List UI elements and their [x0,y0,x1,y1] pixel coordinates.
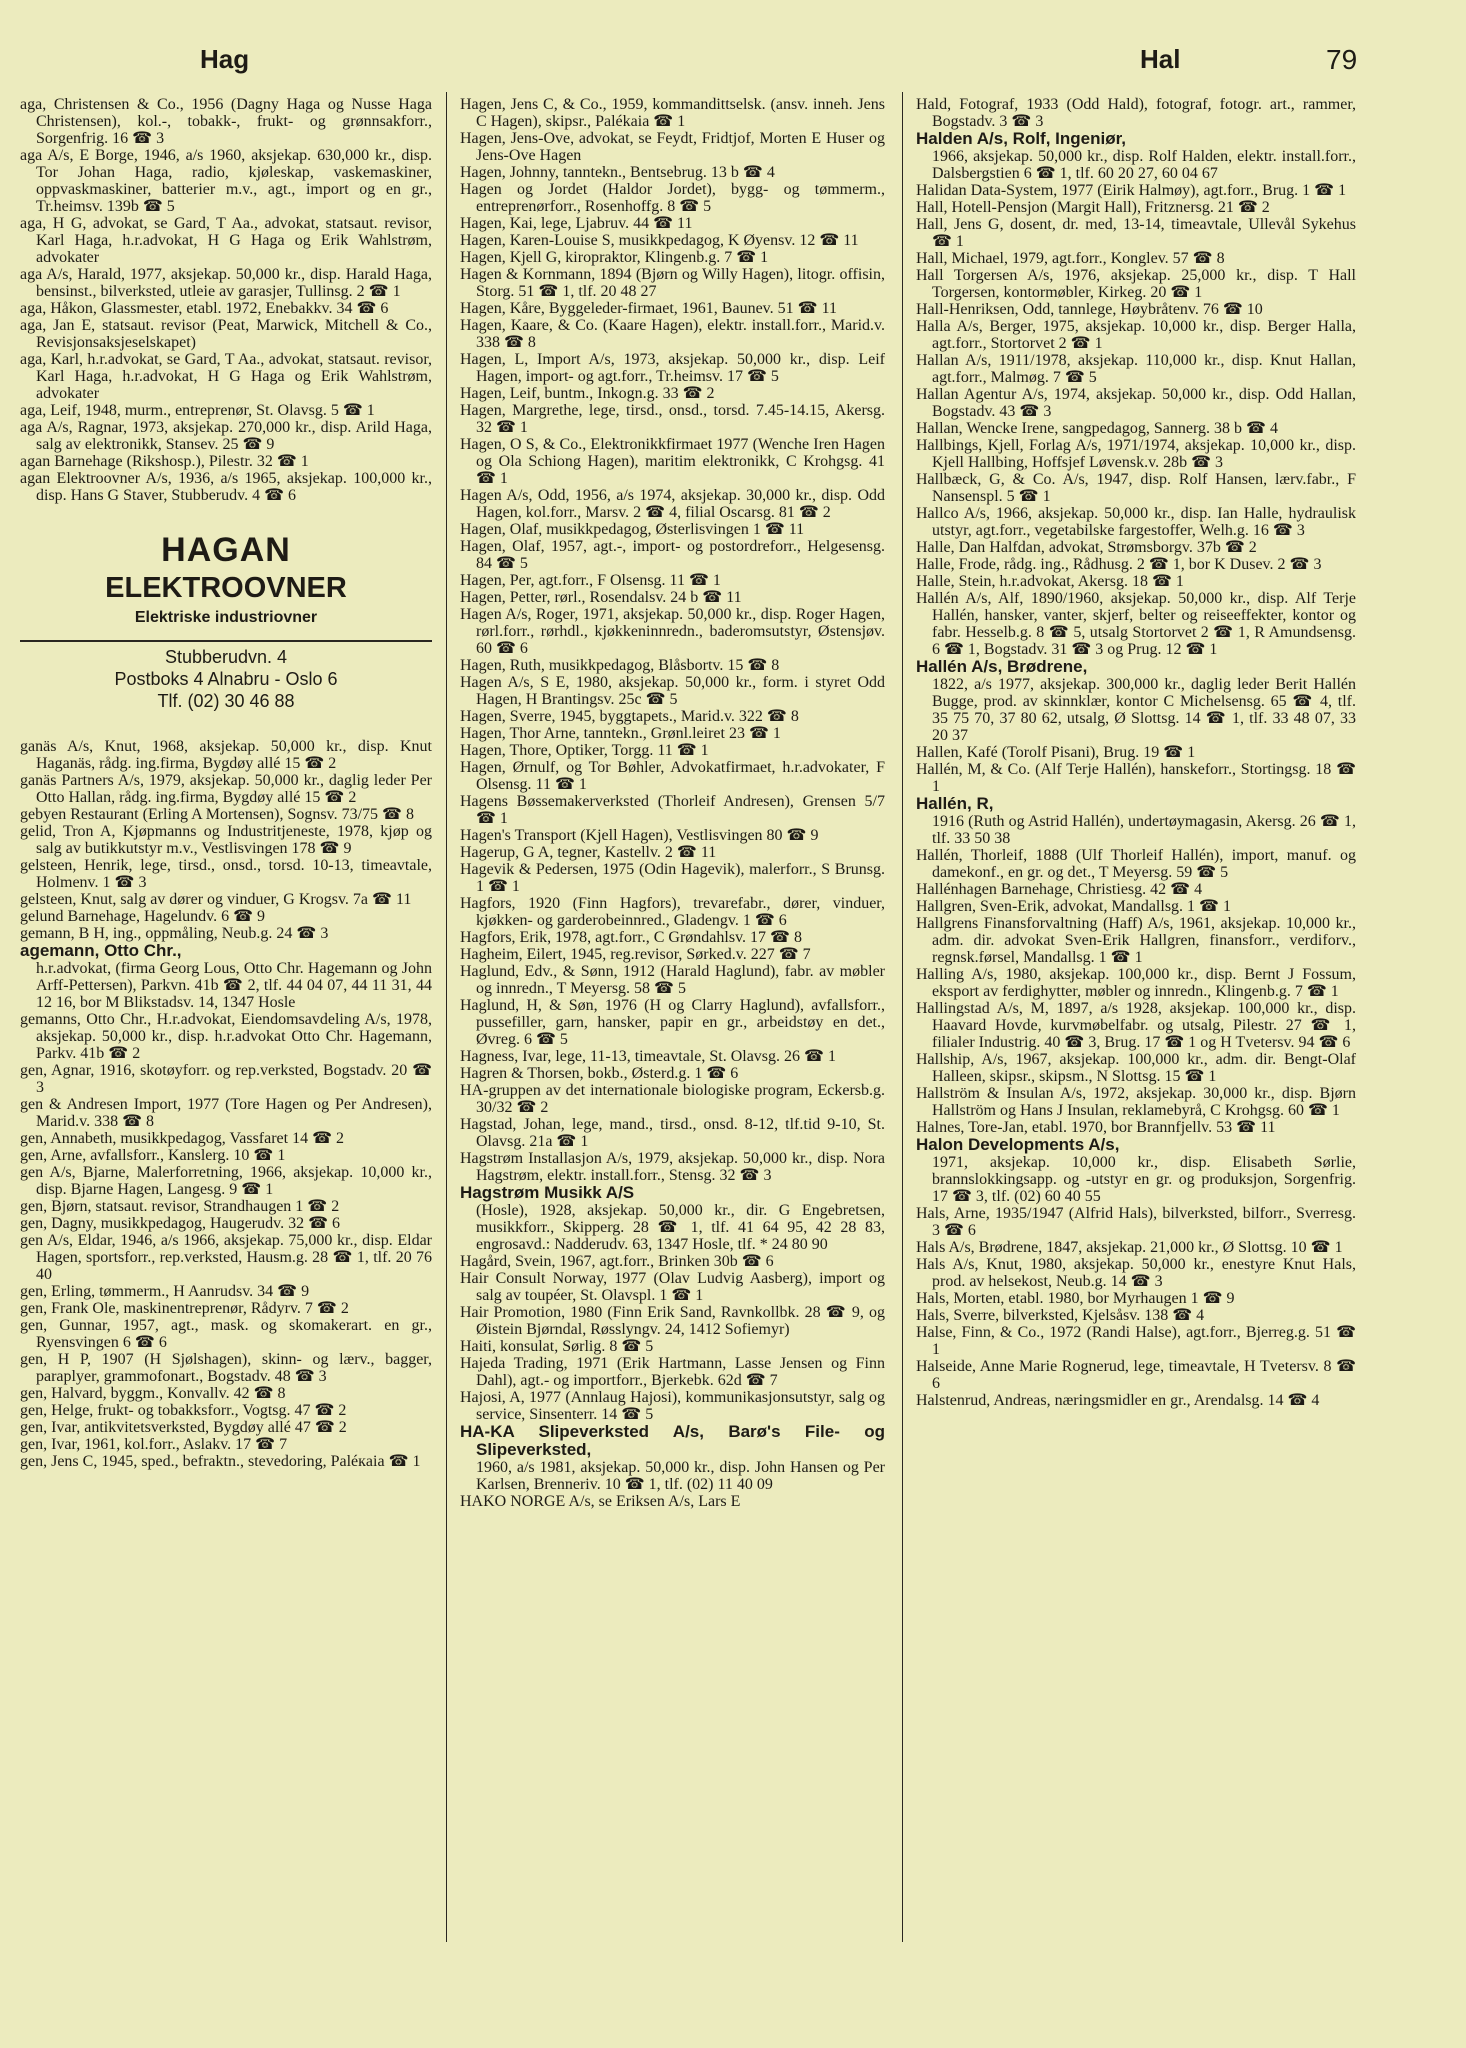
directory-entry: Hagen, Petter, rørl., Rosendalsv. 24 b ☎ 11 [460,589,742,606]
directory-entry: Hagerup, G A, tegner, Kastellv. 2 ☎ 11 [460,844,717,861]
directory-entry: gen, Agnar, 1916, skotøyforr. og rep.verksted, Bogstadv. 20 ☎ 3 [20,1062,432,1096]
directory-entry: gen, Bjørn, statsaut. revisor, Strandhaugen 1 ☎ 2 [20,1198,340,1215]
directory-entry: ganäs A/s, Knut, 1968, aksjekap. 50,000 kr., disp. Knut Haganäs, rådg. ing.firma, Bygdøy allé 15 ☎ 2 [20,738,432,772]
entry-heading: Hallén A/s, Brødrene, [916,657,1088,676]
directory-entry: Hallgren, Sven-Erik, advokat, Mandallsg. 1 ☎ 1 [916,898,1231,915]
directory-entry: Hagen, Margrethe, lege, tirsd., onsd., torsd. 7.45-14.15, Akersg. 32 ☎ 1 [460,402,885,436]
directory-entry: Haglund, H, & Søn, 1976 (H og Clarry Haglund), avfallsforr., pussefiller, garn, hansker, papir en gr., arbeidstøy en det., Øvreg. 6 ☎ 5 [460,997,885,1048]
column-middle [460,96,885,1510]
directory-entry: Halle, Dan Halfdan, advokat, Strømsborgv. 37b ☎ 2 [916,539,1257,556]
directory-entry: gen, Jens C, 1945, sped., befraktn., stevedoring, Paléкaia ☎ 1 [20,1453,421,1470]
directory-entry: Hall, Hotell-Pensjon (Margit Hall), Fritznersg. 21 ☎ 2 [916,199,1270,216]
directory-entry: gen A/s, Bjarne, Malerforretning, 1966, aksjekap. 10,000 kr., disp. Bjarne Hagen, Langesg. 9 ☎ 1 [20,1164,432,1198]
directory-entry: Hagevik & Pedersen, 1975 (Odin Hagevik), malerforr., S Brunsg. 1 ☎ 1 [460,861,885,895]
directory-entry: Hagheim, Eilert, 1945, reg.revisor, Sørked.v. 227 ☎ 7 [460,946,811,963]
running-head-left: Hag [200,44,250,74]
directory-entry: gelund Barnehage, Hagelundv. 6 ☎ 9 [20,908,266,925]
directory-entry: gen & Andresen Import, 1977 (Tore Hagen og Per Andresen), Marid.v. 338 ☎ 8 [20,1096,432,1130]
directory-entry: aga, Jan E, statsaut. revisor (Peat, Marwick, Mitchell & Co., Revisjonsaksjeselskapet) [20,317,432,351]
directory-entry-bold [916,130,1356,182]
directory-entry: Haglund, Edv., & Sønn, 1912 (Harald Haglund), fabr. av møbler og innredn., T Meyersg. 58 ☎ 5 [460,963,885,997]
entry-heading: Halon Developments A/s, [916,1135,1120,1154]
entry-body: 1971, aksjekap. 10,000 kr., disp. Elisabeth Sørlie, brannslokkingsapp. og -utstyr en gr. og produksjon, Sorgenfrig. 17 ☎ 3, tlf. (02) 60 40 55 [932,1154,1356,1205]
directory-entry: Hallen, Kafé (Torolf Pisani), Brug. 19 ☎ 1 [916,744,1196,761]
directory-entry: Hagen, Olaf, 1957, agt.-, import- og postordreforr., Helgesensg. 84 ☎ 5 [460,538,885,572]
directory-entry: Hallan A/s, 1911/1978, aksjekap. 110,000 kr., disp. Knut Hallan, agt.forr., Malmøg. 7 ☎ 5 [916,352,1356,386]
directory-entry: Hallén, Thorleif, 1888 (Ulf Thorleif Hallén), import, manuf. og damekonf., en gr. og det., T Meyersg. 59 ☎ 5 [916,847,1356,881]
directory-entry: Hagen, Sverre, 1945, byggtapets., Marid.v. 322 ☎ 8 [460,708,799,725]
directory-entry: Hallbings, Kjell, Forlag A/s, 1971/1974, aksjekap. 10,000 kr., disp. Kjell Hallbing, Hoffsjef Løvensk.v. 28b ☎ 3 [916,437,1356,471]
directory-entry: Hagstad, Johan, lege, mand., tirsd., onsd. 8-12, tlf.tid 9-10, St. Olavsg. 21a ☎ 1 [460,1116,885,1150]
directory-entry: Hallén, M, & Co. (Alf Terje Hallén), hanskeforr., Stortingsg. 18 ☎ 1 [916,761,1356,795]
directory-entry: Hagen's Transport (Kjell Hagen), Vestlisvingen 80 ☎ 9 [460,827,819,844]
directory-entry: Halidan Data-System, 1977 (Eirik Halmøy), agt.forr., Brug. 1 ☎ 1 [916,182,1347,199]
directory-entry: gen, Dagny, musikkpedagog, Haugerudv. 32 ☎ 6 [20,1215,341,1232]
directory-entry: Hallan Agentur A/s, 1974, aksjekap. 50,000 kr., disp. Odd Hallan, Bogstadv. 43 ☎ 3 [916,386,1356,420]
entry-group [916,847,1356,1136]
entry-group [20,96,432,504]
directory-entry: Hallén A/s, Alf, 1890/1960, aksjekap. 50,000 kr., disp. Alf Terje Hallén, hansker, vanter, skjerf, belter og reiseeffekter, kontor og fabr. Hesselb.g. 8 ☎ 5, utsalg Stortorvet 2 ☎ 1, R Amundsensg. 6 ☎ 1, Bogstadv. 31 ☎ 3 og Prug. 12 ☎ 1 [916,590,1356,658]
directory-entry: Hald, Fotograf, 1933 (Odd Hald), fotograf, fotogr. art., rammer, Bogstadv. 3 ☎ 3 [916,96,1356,130]
column-left [20,96,432,1470]
entry-group [916,182,1356,658]
directory-entry: Hallénhagen Barnehage, Christiesg. 42 ☎ 4 [916,881,1203,898]
directory-entry: Halseide, Anne Marie Rognerud, lege, timeavtale, H Tvetersv. 8 ☎ 6 [916,1358,1356,1392]
directory-entry: gemann, B H, ing., oppmåling, Neub.g. 24 ☎ 3 [20,925,329,942]
directory-entry-bold [20,942,432,1011]
directory-entry-bold [916,795,1356,847]
directory-entry: Halling A/s, 1980, aksjekap. 100,000 kr., disp. Bernt J Fossum, eksport av ferdighytter, møbler og innredn., Klingenb.g. 7 ☎ 1 [916,966,1356,1000]
directory-entry: Hagen, Thor Arne, tanntekn., Grønl.leiret 23 ☎ 1 [460,725,781,742]
entry-group [916,96,1356,130]
directory-entry: Hallship, A/s, 1967, aksjekap. 100,000 kr., adm. dir. Bengt-Olaf Halleen, skipsr., skipsm., N Slottsg. 15 ☎ 1 [916,1051,1356,1085]
directory-entry: gen, Annabeth, musikkpedagog, Vassfaret 14 ☎ 2 [20,1130,345,1147]
entry-group [460,96,885,1184]
directory-entry: Hagen, Ørnulf, og Tor Bøhler, Advokatfirmaet, h.r.advokater, F Olsensg. 11 ☎ 1 [460,759,885,793]
directory-entry: Hallbæck, G, & Co. A/s, 1947, disp. Rolf Hansen, lærv.fabr., F Nansenspl. 5 ☎ 1 [916,471,1356,505]
directory-entry: HAKO NORGE A/s, se Eriksen A/s, Lars E [460,1493,741,1510]
directory-entry: aga, Christensen & Co., 1956 (Dagny Haga og Nusse Haga Christensen), kol.-, tobakk-, frukt- og grønnsakforr., Sorgenfrig. 16 ☎ 3 [20,96,432,147]
directory-entry: Hagfors, Erik, 1978, agt.forr., C Grøndahlsv. 17 ☎ 8 [460,929,802,946]
directory-entry: Hallco A/s, 1966, aksjekap. 50,000 kr., disp. Ian Halle, hydraulisk utstyr, agt.forr., vegetabilske fargestoffer, Welh.g. 16 ☎ 3 [916,505,1356,539]
directory-entry: aga, Karl, h.r.advokat, se Gard, T Aa., advokat, statsaut. revisor, Karl Haga, h.r.advokat, H G Haga og Erik Wahlstrøm, advokater [20,351,432,402]
running-head-right: Hal [1140,44,1181,74]
directory-entry: Hagen, Leif, buntm., Inkogn.g. 33 ☎ 2 [460,385,715,402]
ad-postbox: Postboks 4 Alnabru - Oslo 6 [114,669,338,689]
directory-entry: gen, H P, 1907 (H Sjølshagen), skinn- og lærv., bagger, paraplyer, grammofonart., Bogstadv. 48 ☎ 3 [20,1351,432,1385]
entry-group [916,744,1356,795]
entry-heading: Hallén, R, [916,794,994,813]
directory-entry: Hagen A/s, Roger, 1971, aksjekap. 50,000 kr., disp. Roger Hagen, rørl.forr., rørhdl., kjøkkeninnredn., baderomsutstyr, Østensjøv. 60 ☎ 6 [460,606,885,657]
entry-body: h.r.advokat, (firma Georg Lous, Otto Chr. Hagemann og John Arff-Pettersen), Parkvn. 41b ☎ 2, tlf. 44 04 07, 44 11 31, 44 12 16, bor M Blikstadsv. 14, 1347 Hosle [36,960,432,1011]
directory-entry: gen, Frank Ole, maskinentreprenør, Rådyrv. 7 ☎ 2 [20,1300,349,1317]
directory-entry: gebyen Restaurant (Erling A Mortensen), Sognsv. 73/75 ☎ 8 [20,806,414,823]
ad-tagline: Elektriske industriovner [134,609,318,626]
directory-entry: aga A/s, E Borge, 1946, a/s 1960, aksjekap. 630,000 kr., disp. Tor Johan Haga, radio, kjøleskap, vaskemaskiner, oppvaskmaskiner, batterier m.v., agt., import og en gr., Tr.heimsv. 139b ☎ 5 [20,147,432,215]
directory-entry: Hals A/s, Brødrene, 1847, aksjekap. 21,000 kr., Ø Slottsg. 10 ☎ 1 [916,1239,1343,1256]
directory-entry: Hallgrens Finansforvaltning (Haff) A/s, 1961, aksjekap. 10,000 kr., adm. dir. advokat Sven-Erik Hallgren, finansforr., verdiforv., regnsk.førsel, Mandallsg. 1 ☎ 1 [916,915,1356,966]
column-divider-2 [902,92,903,1942]
directory-entry: agan Barnehage (Rikshosp.), Pilestr. 32 ☎ 1 [20,453,309,470]
directory-entry: aga, H G, advokat, se Gard, T Aa., advokat, statsaut. revisor, Karl Haga, h.r.advokat, H G Haga og Erik Wahlstrøm, advokater [20,215,432,266]
directory-entry: Hals, Arne, 1935/1947 (Alfrid Hals), bilverksted, bilforr., Sverresg. 3 ☎ 6 [916,1205,1356,1239]
directory-entry: Hagen, Per, agt.forr., F Olsensg. 11 ☎ 1 [460,572,721,589]
directory-entry: Hagen, Olaf, musikkpedagog, Østerlisvingen 1 ☎ 11 [460,521,805,538]
entry-heading: agemann, Otto Chr., [20,941,182,960]
directory-entry: Halnes, Tore-Jan, etabl. 1970, bor Brannfjellv. 53 ☎ 11 [916,1119,1276,1136]
entry-group [460,1253,885,1423]
directory-entry: Hagen, Ruth, musikkpedagog, Blåsbortv. 15 ☎ 8 [460,657,780,674]
directory-entry: Hagen, Thore, Optiker, Torgg. 11 ☎ 1 [460,742,709,759]
directory-entry: Hagen, Jens C, & Co., 1959, kommandittselsk. (ansv. inneh. Jens C Hagen), skipsr., Palékaia ☎ 1 [460,96,885,130]
directory-entry: Hagård, Svein, 1967, agt.forr., Brinken 30b ☎ 6 [460,1253,774,1270]
directory-entry: Hallström & Insulan A/s, 1972, aksjekap. 30,000 kr., disp. Bjørn Hallström og Hans J Insulan, reklamebyrå, C Krohgsg. 60 ☎ 1 [916,1085,1356,1119]
directory-entry: Hagen A/s, Odd, 1956, a/s 1974, aksjekap. 30,000 kr., disp. Odd Hagen, kol.forr., Marsv. 2 ☎ 4, filial Oscarsg. 81 ☎ 2 [460,487,885,521]
directory-entry: gen, Halvard, byggm., Konvallv. 42 ☎ 8 [20,1385,286,1402]
directory-entry: Hallingstad A/s, M, 1897, a/s 1928, aksjekap. 100,000 kr., disp. Haavard Hovde, kurvmøbelfabr. og utsalg, Pilestr. 27 ☎ 1, filialer Industrig. 40 ☎ 3, Brug. 17 ☎ 1 og H Tvetersv. 94 ☎ 6 [916,1000,1356,1051]
directory-entry: gen, Arne, avfallsforr., Kanslerg. 10 ☎ 1 [20,1147,286,1164]
directory-entry: Hals, Sverre, bilverksted, Kjelsåsv. 138 ☎ 4 [916,1307,1205,1324]
directory-entry: Hals, Morten, etabl. 1980, bor Myrhaugen 1 ☎ 9 [916,1290,1235,1307]
entry-group [916,1205,1356,1409]
entry-body: (Hosle), 1928, aksjekap. 50,000 kr., dir. G Engebretsen, musikkforr., Skipperg. 28 ☎ 1, tlf. 41 64 95, 42 28 83, engrosavd.: Nadderudv. 63, 1347 Hosle, tlf. * 24 80 90 [476,1202,885,1253]
directory-entry: aga, Leif, 1948, murm., entreprenør, St. Olavsg. 5 ☎ 1 [20,402,375,419]
entry-heading: Halden A/s, Rolf, Ingeniør, [916,129,1127,148]
entry-heading: Hagstrøm Musikk A/S [460,1183,635,1202]
directory-entry-bold [460,1423,885,1493]
directory-entry: Hagen, Jens-Ove, advokat, se Feydt, Fridtjof, Morten E Huser og Jens-Ove Hagen [460,130,885,164]
ad-title: HAGAN [161,531,291,569]
directory-entry: ganäs Partners A/s, 1979, aksjekap. 50,000 kr., daglig leder Per Otto Hallan, rådg. ing.firma, Bygdøy allé 15 ☎ 2 [20,772,432,806]
column-divider-1 [446,92,447,1942]
directory-entry: Hajosi, A, 1977 (Annlaug Hajosi), kommunikasjonsutstyr, salg og service, Sinsenterr. 14 ☎ 5 [460,1389,885,1423]
directory-entry: Hagen & Kornmann, 1894 (Bjørn og Willy Hagen), litogr. offisin, Storg. 51 ☎ 1, tlf. 20 48 27 [460,266,885,300]
directory-entry: Hagen, Karen-Louise S, musikkpedagog, K Øyensv. 12 ☎ 11 [460,232,859,249]
directory-entry: gen, Helge, frukt- og tobakksforr., Vogtsg. 47 ☎ 2 [20,1402,347,1419]
column-right [916,96,1356,1409]
entry-body: 1822, a/s 1977, aksjekap. 300,000 kr., daglig leder Berit Hallén Bugge, prod. av skinnklær, kontor C Michelsensg. 65 ☎ 4, tlf. 35 75 70, 37 80 62, utsalg, Ø Slottsg. 14 ☎ 1, tlf. 33 48 07, 33 20 37 [932,676,1356,744]
directory-entry: Hagstrøm Installasjon A/s, 1979, aksjekap. 50,000 kr., disp. Nora Hagstrøm, elektr. install.forr., Stensg. 32 ☎ 3 [460,1150,885,1184]
directory-entry: Hagen, Johnny, tanntekn., Bentsebrug. 13 b ☎ 4 [460,164,775,181]
directory-entry: Hagren & Thorsen, bokb., Østerd.g. 1 ☎ 6 [460,1065,739,1082]
directory-entry: Hagens Bøssemakerverksted (Thorleif Andresen), Grensen 5/7 ☎ 1 [460,793,885,827]
directory-entry: Hagen, Kjell G, kiropraktor, Klingenb.g. 7 ☎ 1 [460,249,769,266]
directory-entry: Hagen og Jordet (Haldor Jordet), bygg- og tømmerm., entreprenørforr., Rosenhoffg. 8 ☎ 5 [460,181,885,215]
directory-entry: Hagen, O S, & Co., Elektronikkfirmaet 1977 (Wenche Iren Hagen og Ola Schiong Hagen), maritim elektronikk, C Krohgsg. 41 ☎ 1 [460,436,885,487]
ad-address: Stubberudvn. 4 [164,647,288,667]
directory-entry: Halle, Stein, h.r.advokat, Akersg. 18 ☎ 1 [916,573,1184,590]
directory-entry-bold [460,1184,885,1253]
directory-entry: Hair Promotion, 1980 (Finn Erik Sand, Ravnkollbk. 28 ☎ 9, og Øistein Bjørndal, Røsslyngv. 24, 1412 Sofiemyr) [460,1304,885,1338]
directory-entry: agan Elektroovner A/s, 1936, a/s 1965, aksjekap. 100,000 kr., disp. Hans G Staver, Stubberudv. 4 ☎ 6 [20,470,432,504]
directory-entry: gelid, Tron A, Kjøpmanns og Industritjeneste, 1978, kjøp og salg av butikkutstyr m.v., Vestlisvingen 178 ☎ 9 [20,823,432,857]
ad-phone: Tlf. (02) 30 46 88 [157,691,295,711]
directory-entry: Hall-Henriksen, Odd, tannlege, Høybråtenv. 76 ☎ 10 [916,301,1263,318]
directory-entry: Hallan, Wencke Irene, sangpedagog, Sannerg. 38 b ☎ 4 [916,420,1278,437]
directory-entry: gen, Gunnar, 1957, agt., mask. og skomakerart. en gr., Ryensvingen 6 ☎ 6 [20,1317,432,1351]
directory-entry: Hagness, Ivar, lege, 11-13, timeavtale, St. Olavsg. 26 ☎ 1 [460,1048,836,1065]
directory-entry: Haiti, konsulat, Sørlig. 8 ☎ 5 [460,1338,654,1355]
entry-body: 1960, a/s 1981, aksjekap. 50,000 kr., disp. John Hansen og Per Karlsen, Brenneriv. 10 ☎ 1, tlf. (02) 11 40 09 [476,1459,885,1493]
directory-entry: gen A/s, Eldar, 1946, a/s 1966, aksjekap. 75,000 kr., disp. Eldar Hagen, sportsforr., rep.verksted, Hausm.g. 28 ☎ 1, tlf. 20 76 40 [20,1232,432,1283]
directory-entry: Hagen, Kåre, Byggeleder-firmaet, 1961, Baunev. 51 ☎ 11 [460,300,837,317]
directory-entry: gelsteen, Knut, salg av dører og vinduer, G Krogsv. 7a ☎ 11 [20,891,412,908]
entry-heading: HA-KA Slipeverksted A/s, Barø's File- og Slipeverksted, [460,1422,885,1459]
directory-entry: aga A/s, Ragnar, 1973, aksjekap. 270,000 kr., disp. Arild Haga, salg av elektronikk, Stansev. 25 ☎ 9 [20,419,432,453]
directory-entry: Halle, Frode, rådg. ing., Rådhusg. 2 ☎ 1, bor K Dusev. 2 ☎ 3 [916,556,1322,573]
directory-entry: Hagen, Kaare, & Co. (Kaare Hagen), elektr. install.forr., Marid.v. 338 ☎ 8 [460,317,885,351]
directory-entry: Hall Torgersen A/s, 1976, aksjekap. 25,000 kr., disp. T Hall Torgersen, kontormøbler, Kirkeg. 20 ☎ 1 [916,267,1356,301]
entry-group [20,1011,432,1470]
directory-entry: gelsteen, Henrik, lege, tirsd., onsd., torsd. 10-13, timeavtale, Holmenv. 1 ☎ 3 [20,857,432,891]
directory-entry: HA-gruppen av det internationale biologiske program, Eckersb.g. 30/32 ☎ 2 [460,1082,885,1116]
directory-entry: Hair Consult Norway, 1977 (Olav Ludvig Aasberg), import og salg av toupéer, St. Olavspl. 1 ☎ 1 [460,1270,885,1304]
ad-subtitle: ELEKTROOVNER [105,572,347,604]
directory-entry: Hals A/s, Knut, 1980, aksjekap. 50,000 kr., enestyre Knut Hals, prod. av helsekost, Neub.g. 14 ☎ 3 [916,1256,1356,1290]
directory-entry: gen, Ivar, 1961, kol.forr., Aslakv. 17 ☎ 7 [20,1436,288,1453]
directory-entry: Hagfors, 1920 (Finn Hagfors), trevarefabr., dører, vinduer, kjøkken- og garderobeinnred., Gladengv. 1 ☎ 6 [460,895,885,929]
directory-entry: gemanns, Otto Chr., H.r.advokat, Eiendomsavdeling A/s, 1978, aksjekap. 50,000 kr., disp. h.r.advokat Otto Chr. Hagemann, Parkv. 41b ☎ 2 [20,1011,432,1062]
directory-entry: aga, Håkon, Glassmester, etabl. 1972, Enebakkv. 34 ☎ 6 [20,300,389,317]
directory-entry: gen, Ivar, antikvitetsverksted, Bygdøy allé 47 ☎ 2 [20,1419,347,1436]
directory-entry-bold [916,658,1356,744]
entry-group [460,1493,885,1510]
directory-entry: Hagen, Kai, lege, Ljabruv. 44 ☎ 11 [460,215,693,232]
directory-entry: Halse, Finn, & Co., 1972 (Randi Halse), agt.forr., Bjerreg.g. 51 ☎ 1 [916,1324,1356,1358]
entry-group [20,738,432,942]
directory-entry: Hagen A/s, S E, 1980, aksjekap. 50,000 kr., form. i styret Odd Hagen, H Brantingsv. 25c ☎ 5 [460,674,885,708]
directory-entry: Hall, Michael, 1979, agt.forr., Konglev. 57 ☎ 8 [916,250,1225,267]
directory-entry: Hall, Jens G, dosent, dr. med, 13-14, timeavtale, Ullevål Sykehus ☎ 1 [916,216,1356,250]
directory-entry: Halla A/s, Berger, 1975, aksjekap. 10,000 kr., disp. Berger Halla, agt.forr., Stortorvet 2 ☎ 1 [916,318,1356,352]
directory-entry: Hagen, L, Import A/s, 1973, aksjekap. 50,000 kr., disp. Leif Hagen, import- og agt.forr., Tr.heimsv. 17 ☎ 5 [460,351,885,385]
hagan-advertisement [20,530,432,712]
directory-entry: gen, Erling, tømmerm., H Aanrudsv. 34 ☎ 9 [20,1283,310,1300]
entry-body: 1916 (Ruth og Astrid Hallén), undertøymagasin, Akersg. 26 ☎ 1, tlf. 33 50 38 [932,813,1356,847]
directory-entry: aga A/s, Harald, 1977, aksjekap. 50,000 kr., disp. Harald Haga, bensinst., bilverksted, utleie av garasjer, Tullinsg. 2 ☎ 1 [20,266,432,300]
directory-entry: Halstenrud, Andreas, næringsmidler en gr., Arendalsg. 14 ☎ 4 [916,1392,1320,1409]
directory-entry-bold [916,1136,1356,1205]
directory-entry: Hajeda Trading, 1971 (Erik Hartmann, Lasse Jensen og Finn Dahl), agt.- og importforr., Bjerkebk. 62d ☎ 7 [460,1355,885,1389]
entry-body: 1966, aksjekap. 50,000 kr., disp. Rolf Halden, elektr. install.forr., Dalsbergstien 6 ☎ 1, tlf. 60 20 27, 60 04 67 [932,148,1356,182]
page-number: 79 [1326,44,1358,75]
